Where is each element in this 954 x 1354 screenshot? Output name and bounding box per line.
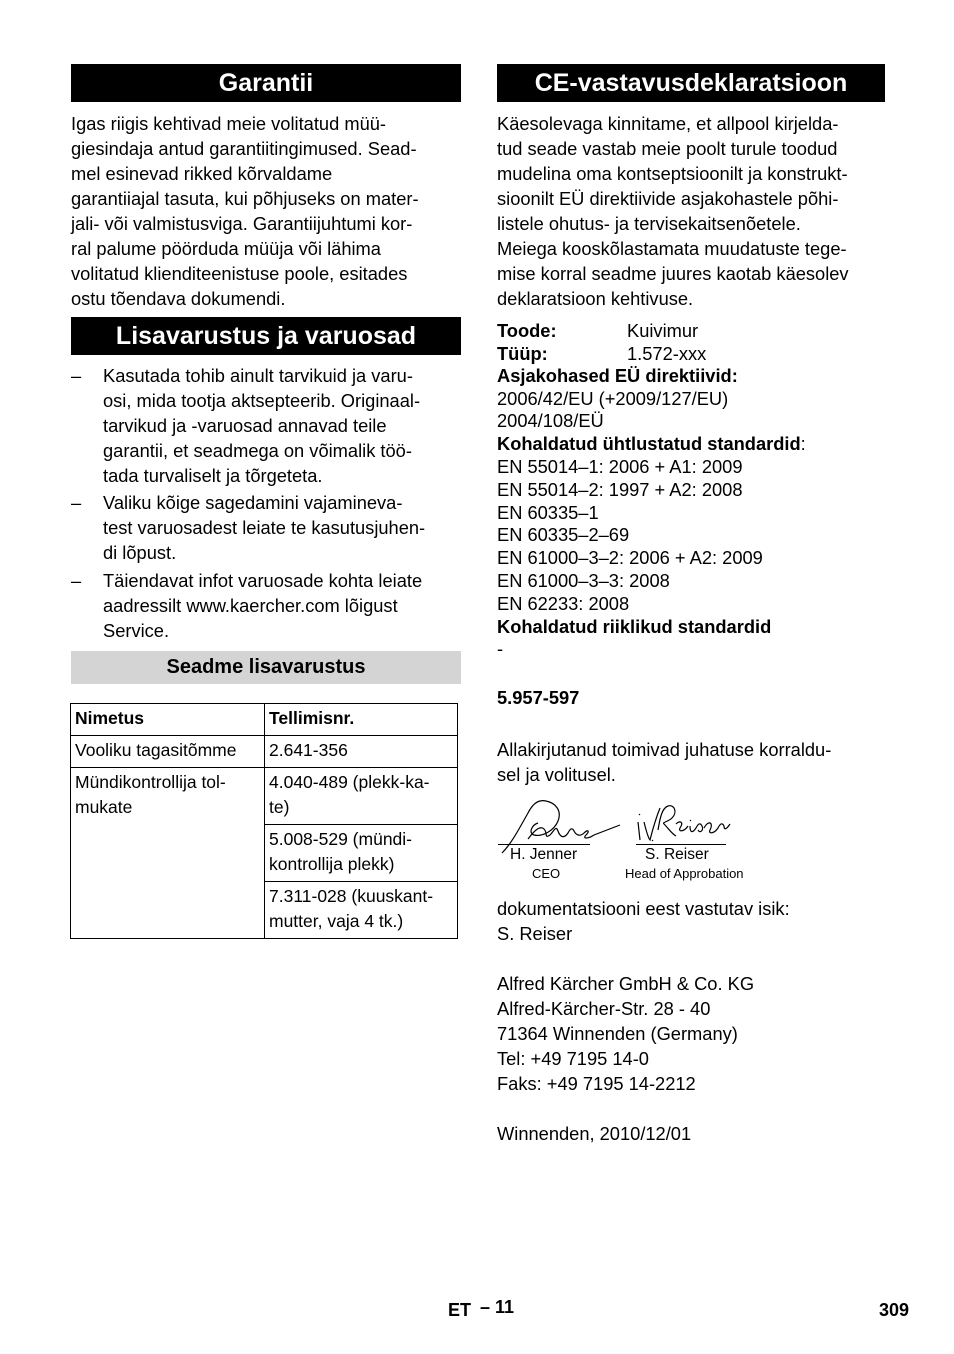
national-standards-label: Kohaldatud riiklikud standardid (497, 616, 772, 637)
toode-value: Kuivimur (627, 320, 699, 341)
table-cell: Vooliku tagasitõmme (71, 736, 265, 768)
bullet-dash: – (71, 570, 82, 591)
standards-heading (497, 433, 806, 456)
heading-lisavarustus: Lisavarustus ja varuosad (71, 317, 461, 355)
signature-line (498, 844, 590, 845)
standard-item: EN 61000–3–3: 2008 (497, 570, 670, 591)
responsible-person: dokumentatsiooni eest vastutav isik: S. Reiser (497, 898, 790, 944)
table-header-nimetus: Nimetus (71, 704, 265, 736)
standards-colon: : (800, 433, 806, 454)
toode-label: Toode: (497, 320, 557, 341)
heading-seadme-lisavarustus: Seadme lisavarustus (71, 651, 461, 684)
table-cell: 4.040-489 (plekk-ka- te) (265, 768, 458, 825)
table-cell: 5.008-529 (mündi- kontrollija plekk) (265, 825, 458, 882)
table-row (71, 768, 458, 825)
signed-text: Allakirjutanud toimivad juhatuse korraldu- sel ja volitusel. (497, 739, 832, 785)
accessories-table (70, 703, 458, 939)
signer-left-name: H. Jenner (510, 846, 578, 863)
standard-item: EN 61000–3–2: 2006 + A2: 2009 (497, 547, 763, 568)
place-date: Winnenden, 2010/12/01 (497, 1123, 692, 1144)
directives-label: Asjakohased EÜ direktiivid: (497, 365, 738, 386)
garantii-text: Igas riigis kehtivad meie volitatud müü- giesindaja antud garantiitingimused. Sead- mel esinevad rikked kõrvaldame garantiiajal tasuta, kui põhjuseks on mater- jali- või valmistusviga. Garantiijuhtumi kor- ral palume pöörduda müüja või lähima volitatud klienditeenistuse poole, esitades ostu tõendava dokumendi. (71, 113, 419, 309)
table-row (71, 736, 458, 768)
directive-item: 2006/42/EU (+2009/127/EU) (497, 388, 729, 409)
standard-item: EN 60335–1 (497, 502, 599, 523)
signature-reiser (634, 800, 734, 846)
tyyp-value: 1.572-xxx (627, 343, 707, 364)
bullet-dash: – (71, 492, 82, 513)
national-standards-value: - (497, 638, 504, 659)
footer-page-number: 309 (879, 1300, 910, 1320)
standards-label: Kohaldatud ühtlustatud standardid (497, 433, 801, 454)
standard-item: EN 55014–2: 1997 + A2: 2008 (497, 479, 743, 500)
signer-right-role: Head of Approbation (625, 866, 744, 881)
signature-line (636, 844, 726, 845)
document-number: 5.957-597 (497, 687, 580, 708)
company-address: Alfred Kärcher GmbH & Co. KG Alfred-Kärcher-Str. 28 - 40 71364 Winnenden (Germany) Tel: +49 7195 14-0 Faks: +49 7195 14-2212 (497, 973, 755, 1094)
standard-item: EN 62233: 2008 (497, 593, 630, 614)
signer-left-role: CEO (532, 866, 561, 881)
table-header-row (71, 704, 458, 736)
heading-garantii: Garantii (71, 64, 461, 102)
standard-item: EN 60335–2–69 (497, 524, 630, 545)
table-cell: 2.641-356 (265, 736, 458, 768)
table-cell: Mündikontrollija tol- mukate (71, 768, 265, 939)
signer-right-name: S. Reiser (645, 846, 709, 863)
heading-ce-declaration: CE-vastavusdeklaratsioon (497, 64, 885, 102)
ce-text: Käesolevaga kinnitame, et allpool kirjelda- tud seade vastab meie poolt turule toodud mudelina oma kontseptsioonilt ja konstrukt- sioonilt EÜ direktiivide asjakohastele põhi- listele ohutus- ja tervisekaitsenõetele. Meiega kooskõlastamata muudatuste tege- mise korral seadme juures kaotab käesolev deklaratsioon kehtivuse. (497, 113, 849, 309)
table-header-tellimisnr: Tellimisnr. (265, 704, 458, 736)
table-cell: 7.311-028 (kuuskant- mutter, vaja 4 tk.) (265, 882, 458, 939)
standard-item: EN 55014–1: 2006 + A1: 2009 (497, 456, 743, 477)
bullet-dash: – (71, 365, 82, 386)
directive-item: 2004/108/EÜ (497, 410, 604, 431)
footer-local-page: – 11 (480, 1297, 515, 1317)
tyyp-label: Tüüp: (497, 343, 548, 364)
footer-language: ET (448, 1300, 472, 1320)
